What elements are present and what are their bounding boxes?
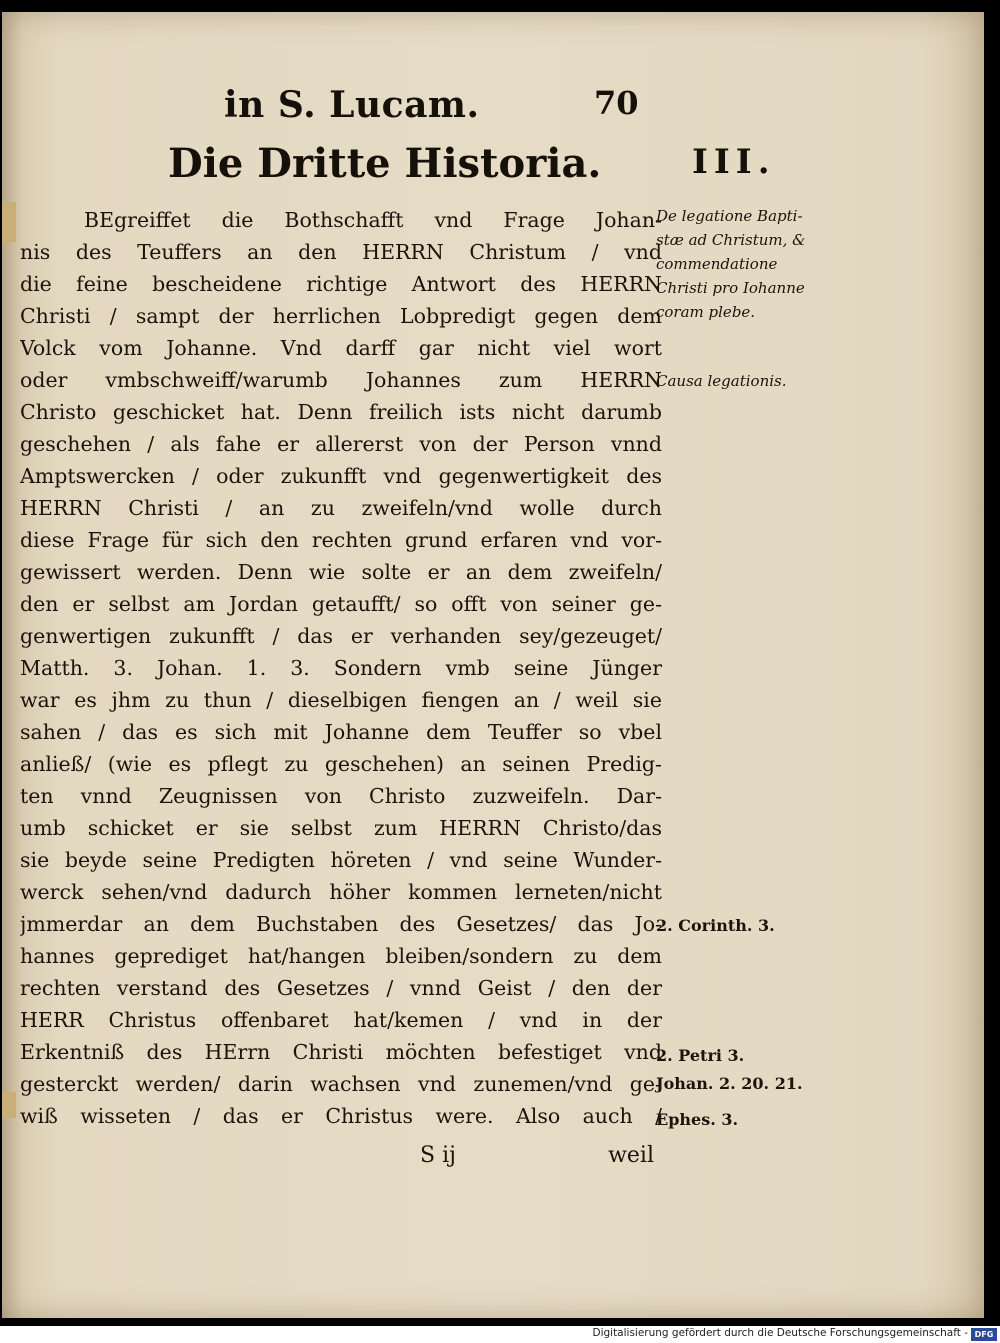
- margin-note: coram plebe.: [656, 303, 756, 321]
- margin-note-causa: Causa legationis.: [656, 372, 787, 390]
- running-head: in S. Lucam.: [224, 84, 480, 126]
- text-line: genwertigen zukunfft / das er verhanden sey/gezeuget/: [20, 624, 662, 648]
- text-line: Matth. 3. Johan. 1. 3. Sondern vmb seine Jünger: [20, 656, 662, 680]
- text-line: rechten verstand des Gesetzes / vnnd Geist / den der: [20, 976, 662, 1000]
- dfg-logo-icon: DFG: [971, 1328, 997, 1341]
- text-line: Erkentniß des HErrn Christi möchten befestiget vnd: [20, 1040, 662, 1064]
- text-line: hannes geprediget hat/hangen bleiben/sondern zu dem: [20, 944, 662, 968]
- text-line: war es jhm zu thun / dieselbigen fiengen an / weil sie: [20, 688, 662, 712]
- margin-note: commendatione: [656, 255, 778, 273]
- text-line: Amptswercken / oder zukunfft vnd gegenwertigkeit des: [20, 464, 662, 488]
- section-title: Die Dritte Historia.: [168, 140, 602, 187]
- text-line: oder vmbschweiff/warumb Johannes zum HERRN: [20, 368, 662, 392]
- catchword: weil: [608, 1143, 654, 1168]
- margin-reference: Johan. 2. 20. 21.: [656, 1074, 803, 1093]
- text-line: sie beyde seine Predigten höreten / vnd seine Wunder-: [20, 848, 662, 872]
- text-line: nis des Teuffers an den HERRN Christum / vnd: [20, 240, 662, 264]
- gutter-stain: [2, 1092, 16, 1118]
- folio-number: 70: [594, 84, 639, 122]
- text-line: Christo geschicket hat. Denn freilich ists nicht darumb: [20, 400, 662, 424]
- text-line: die feine bescheidene richtige Antwort des HERRN: [20, 272, 662, 296]
- text-line: HERRN Christi / an zu zweifeln/vnd wolle durch: [20, 496, 662, 520]
- margin-note: stæ ad Christum, &: [656, 231, 806, 249]
- text-line: diese Frage für sich den rechten grund erfaren vnd vor-: [20, 528, 662, 552]
- text-line: anließ/ (wie es pflegt zu geschehen) an seinen Predig-: [20, 752, 662, 776]
- text-line: umb schicket er sie selbst zum HERRN Christo/das: [20, 816, 662, 840]
- text-line: gesterckt werden/ darin wachsen vnd zunemen/vnd ge-: [20, 1072, 662, 1096]
- margin-reference: Ephes. 3.: [656, 1110, 739, 1129]
- text-line: ten vnnd Zeugnissen von Christo zuzweifeln. Dar-: [20, 784, 662, 808]
- margin-reference: 2. Corinth. 3.: [656, 916, 775, 935]
- text-line: gewissert werden. Denn wie solte er an dem zweifeln/: [20, 560, 662, 584]
- digitization-footer: [0, 1326, 1000, 1343]
- text-line: jmmerdar an dem Buchstaben des Gesetzes/ das Jo-: [20, 912, 662, 936]
- digitization-notice: Digitalisierung gefördert durch die Deutsche Forschungsgemeinschaft -: [592, 1327, 968, 1339]
- margin-note: Christi pro Iohanne: [656, 279, 805, 297]
- margin-note: De legatione Bapti-: [656, 207, 803, 225]
- text-line: HERR Christus offenbaret hat/kemen / vnd in der: [20, 1008, 662, 1032]
- gutter-stain: [2, 202, 16, 242]
- text-line: den er selbst am Jordan getaufft/ so offt von seiner ge-: [20, 592, 662, 616]
- text-line: wiß wisseten / das er Christus were. Also auch /: [20, 1104, 662, 1128]
- body-text: [20, 204, 662, 1132]
- margin-reference: 2. Petri 3.: [656, 1046, 745, 1065]
- text-line: geschehen / als fahe er allererst von der Person vnnd: [20, 432, 662, 456]
- text-line: werck sehen/vnd dadurch höher kommen lerneten/nicht: [20, 880, 662, 904]
- text-line: Christi / sampt der herrlichen Lobpredigt gegen dem: [20, 304, 662, 328]
- text-line: sahen / das es sich mit Johanne dem Teuffer so vbel: [20, 720, 662, 744]
- signature-mark: S ij: [420, 1143, 456, 1168]
- text-line: Volck vom Johanne. Vnd darff gar nicht viel wort: [20, 336, 662, 360]
- catchword-line: [420, 1138, 654, 1174]
- section-number: III.: [692, 142, 776, 182]
- text-line: BEgreiffet die Bothschafft vnd Frage Johan-: [84, 208, 662, 232]
